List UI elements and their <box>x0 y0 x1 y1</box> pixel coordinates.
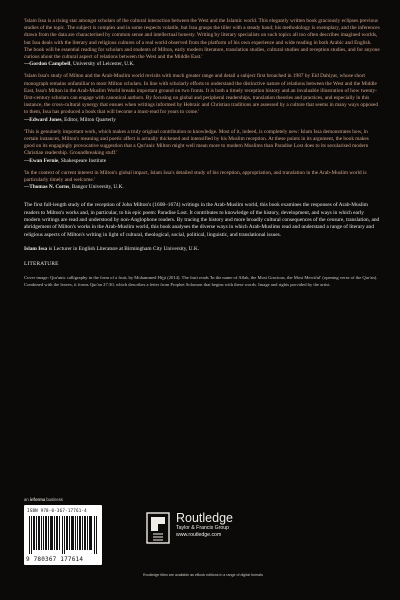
barcode-icon <box>29 516 97 554</box>
back-cover-text <box>24 18 380 298</box>
ebook-availability-note: Routledge titles are available as eBook editions in a range of digital formats <box>143 573 263 577</box>
reviewer-name: —Thomas N. Corns <box>24 184 70 191</box>
author-bio-text: is Lecturer in English Literature at Birmingham City University, U.K. <box>47 245 200 252</box>
review-blurb-4 <box>24 170 380 192</box>
review-quote: 'This is genuinely important work, which makes a truly original contribution to knowledge. Most of it, indeed, is completely new: Islam Issa demonstrates how, in certain instances, Milton's meaning and poetic affect is actually thickened and intensified by his Muslim reception. At these points in its argument, the book makes good on its engagingly provocative suggestion that a Qur'anic Milton might well mean more to modern Muslims than Paradise Lost does to its secularised modern Christian readership. Groundbreaking stuff.' <box>24 128 369 157</box>
review-quote: 'In the context of current interest in Milton's global impact, Islam Issa's detailed study of his reception, appropriation, and translation in the Arab-Muslim world is particularly timely and welcome.' <box>24 169 367 184</box>
review-attribution <box>24 158 380 165</box>
isbn-barcode <box>24 505 102 565</box>
reviewer-affiliation: , Shakespeare Institute <box>58 157 107 164</box>
author-name: Islam Issa <box>24 245 48 252</box>
review-quote: 'Islam Issa's study of Milton and the Arab-Muslim world revisits with much greater range and detail a subject first broached in 1987 by Eid Dahiyat, whose short monograph remains unfamiliar to most Milton scholars. In line with scholarly efforts to understand the distinctive nature of relations between the West and the Middle East, Issa's Milton in the Arab-Muslim World breaks important ground on two fronts. It is both a timely reception history and an invaluable illustration of how twenty-first-century scholars can engage with canonical authors. By focusing on global and peripheral readerships, translation theories and practices, and especially in this instance, the cross-cultural synergy that ensues when writings informed by Hebraic and Christian traditions are assessed by a culture that seems in many ways opposed to them, Issa has produced a book that will become a must-read for years to come.' <box>24 73 378 116</box>
reviewer-name: —Gordon Campbell <box>24 61 71 68</box>
reviewer-name: —Edward Jones <box>24 116 62 123</box>
cover-image-credit: Cover image: Qur'anic calligraphy in the form of a fruit, by Mohammed Hijji (2014). The fruit reads 'In the name of Allah, the Most Gracious, the Most Merciful' (opening verse of the Qur'an). Combined with the leaves, it forms Qur'an 27:30, which describes a letter from Prophet Solomon that begins with these words. Image and rights provided by the artist. <box>24 275 378 287</box>
informa-brand: informa <box>29 497 46 502</box>
isbn-number: ISBN 978-0-367-17761-4 <box>27 508 87 513</box>
informa-prefix: an <box>24 497 30 502</box>
publisher-group: Taylor & Francis Group <box>176 525 230 531</box>
reviewer-name: —Ewan Fernie <box>24 157 59 164</box>
review-attribution <box>24 117 380 124</box>
author-bio <box>24 246 380 253</box>
review-blurb-1 <box>24 18 380 68</box>
book-description: The first full-length study of the reception of John Milton's (1608–1674) writings in the Arab-Muslim world, this book examines the responses of Arab-Muslim readers to Milton's works and, in particular, to his epic poem: Paradise Lost. It contributes to knowledge of the history, development, and ways in which early modern writings are read and understood by non-Anglophone readers. By tracing the history and more broadly cultural consequences of the censure, translation, and abridgement of Milton's works in the Arab-Muslim world, this book analyses the diverse ways in which Arab-Muslims read and understand a range of literary and religious aspects of Milton's writing in light of cultural, theological, social, political, linguistic, and translational issues. <box>24 202 380 238</box>
review-blurb-3 <box>24 129 380 165</box>
review-blurb-2 <box>24 73 380 123</box>
review-attribution <box>24 61 380 68</box>
publisher-block <box>144 512 284 552</box>
publisher-url: www.routledge.com <box>176 531 222 538</box>
subject-category: LITERATURE <box>24 261 59 268</box>
publisher-name: Routledge <box>176 511 233 525</box>
informa-suffix: business <box>45 497 63 502</box>
reviewer-affiliation: , Bangor University, U.K. <box>69 184 124 191</box>
informa-business-tag <box>24 497 63 502</box>
barcode-digits: 9 780367 177614 <box>26 556 84 563</box>
routledge-logo-icon <box>144 512 172 544</box>
reviewer-affiliation: , University of Leicester, U.K. <box>70 61 135 68</box>
review-attribution <box>24 184 380 191</box>
reviewer-affiliation: , Editor, Milton Quarterly <box>61 116 116 123</box>
review-quote: 'Islam Issa is a rising star amongst scholars of the cultural interaction between the West and the Islamic world. This elegantly written book graciously eclipses previous studies of the topic. The subject is complex and in some respects volatile, but Issa grasps the tiller with a steady hand; his methodology is exemplary, and the inferences drawn from the data are characterised by common sense and intellectual honesty. Writing by literary specialists on such topics all too often describes imagined worlds, but Issa deals with the literary and religious cultures of a real world observed from the platform of his own experience and wide reading in both Arabic and English. The book will be essential reading for scholars and students of Milton, early modern literature, translation studies, cultural studies and reception studies, and for anyone curious about the cultural aspect of relations between the West and the Middle East.' <box>24 18 380 61</box>
